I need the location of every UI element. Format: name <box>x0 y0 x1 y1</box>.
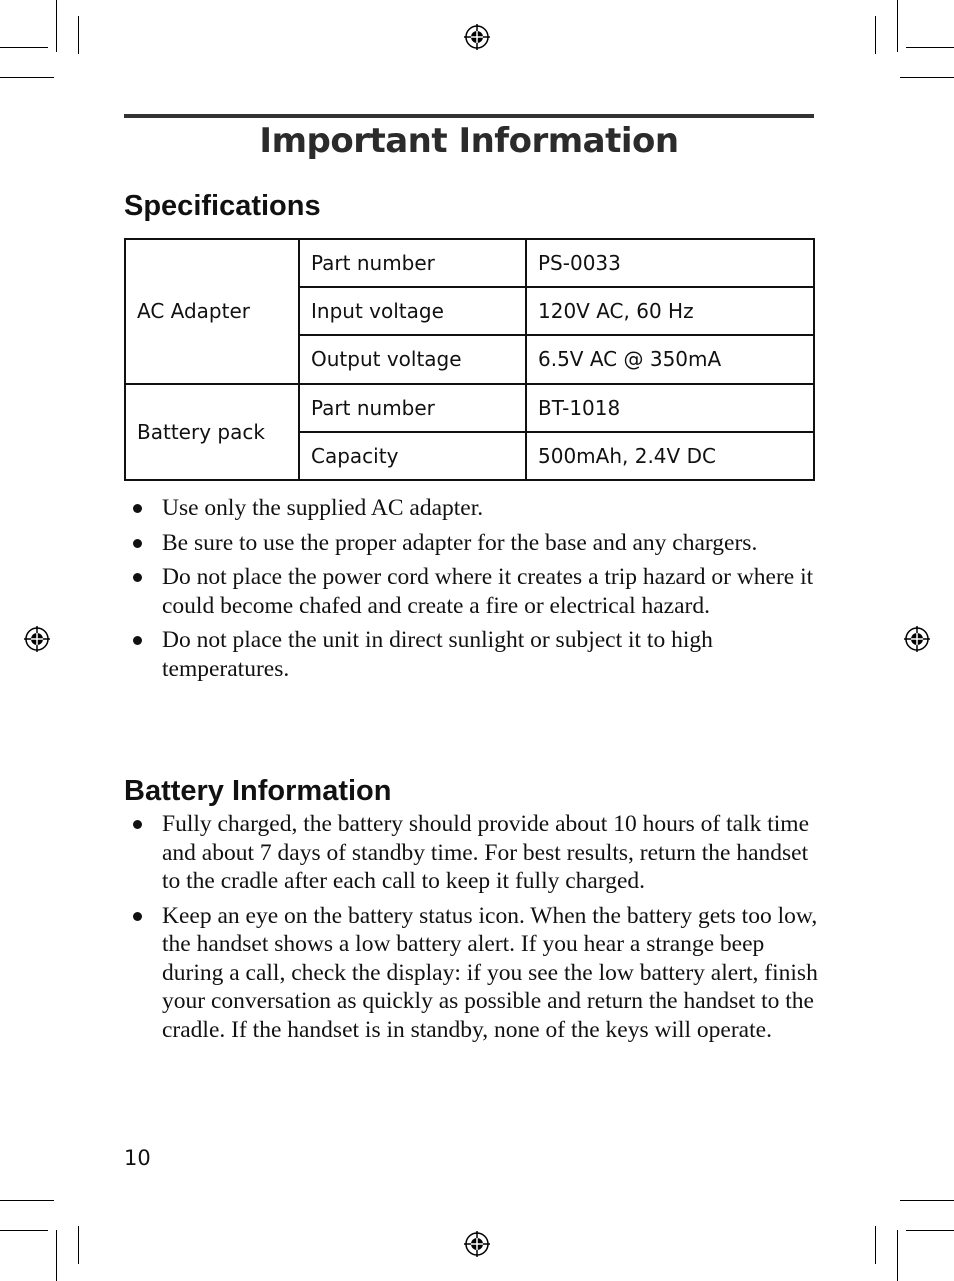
bullet-icon <box>133 539 142 548</box>
group-cell: AC Adapter <box>125 239 299 384</box>
param-cell: Output voltage <box>299 335 526 383</box>
registration-mark-right-icon <box>904 626 930 652</box>
title-rule <box>124 114 814 118</box>
value-cell: 500mAh, 2.4V DC <box>526 432 814 480</box>
bullet-icon <box>133 912 142 921</box>
battery-information-heading: Battery Information <box>124 775 392 807</box>
bullet-icon <box>133 573 142 582</box>
param-cell: Capacity <box>299 432 526 480</box>
list-item: Be sure to use the proper adapter for the base and any chargers. <box>124 529 824 558</box>
list-item: Fully charged, the battery should provide about 10 hours of talk time and about 7 days of standby time. For best results, return the handset to the cradle after each call to keep it fully charged. <box>124 810 824 896</box>
list-item: Do not place the power cord where it creates a trip hazard or where it could become chafed and create a fire or electrical hazard. <box>124 563 824 620</box>
table-row <box>125 384 814 432</box>
specifications-bullet-list <box>124 494 824 689</box>
bullet-icon <box>133 504 142 513</box>
param-cell: Input voltage <box>299 287 526 335</box>
page-number: 10 <box>124 1146 151 1170</box>
specifications-heading: Specifications <box>124 190 321 222</box>
value-cell: PS-0033 <box>526 239 814 287</box>
list-item: Do not place the unit in direct sunlight or subject it to high temperatures. <box>124 626 824 683</box>
bullet-icon <box>133 820 142 829</box>
param-cell: Part number <box>299 384 526 432</box>
registration-mark-top-icon <box>464 24 490 50</box>
page-title: Important Information <box>259 121 679 161</box>
registration-mark-bottom-icon <box>464 1231 490 1257</box>
value-cell: 120V AC, 60 Hz <box>526 287 814 335</box>
value-cell: 6.5V AC @ 350mA <box>526 335 814 383</box>
value-cell: BT-1018 <box>526 384 814 432</box>
registration-mark-left-icon <box>24 626 50 652</box>
list-item: Keep an eye on the battery status icon. When the battery gets too low, the handset shows a low battery alert. If you hear a strange beep during a call, check the display: if you see the low battery alert, finish your conversation as quickly as possible and return the handset to the cradle. If the handset is in standby, none of the keys will operate. <box>124 902 824 1045</box>
bullet-icon <box>133 636 142 645</box>
table-row <box>125 239 814 287</box>
param-cell: Part number <box>299 239 526 287</box>
specifications-table <box>124 238 815 481</box>
battery-bullet-list <box>124 810 824 1050</box>
group-cell: Battery pack <box>125 384 299 480</box>
list-item: Use only the supplied AC adapter. <box>124 494 824 523</box>
